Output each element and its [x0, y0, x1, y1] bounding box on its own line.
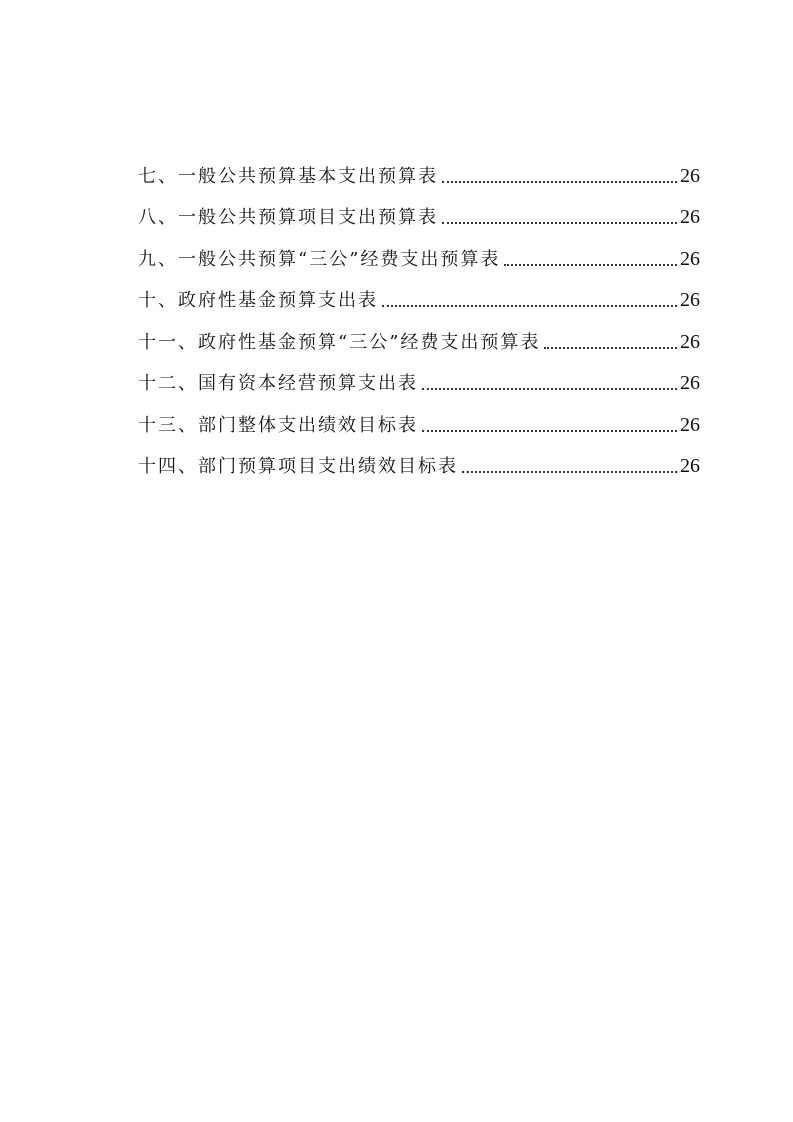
toc-page-number: 26	[680, 455, 700, 477]
toc-entry-label: 九、一般公共预算“三公”经费支出预算表	[138, 248, 501, 270]
toc-entry-9[interactable]	[138, 227, 700, 269]
toc-entry-label: 七、一般公共预算基本支出预算表	[138, 165, 438, 187]
table-of-contents	[138, 144, 700, 476]
toc-dot-leader	[544, 347, 677, 349]
toc-entry-label: 十、政府性基金预算支出表	[138, 290, 378, 311]
toc-entry-label: 十三、部门整体支出绩效目标表	[138, 414, 418, 436]
toc-dot-leader	[382, 305, 677, 307]
toc-entry-12[interactable]	[138, 352, 700, 394]
toc-dot-leader	[462, 471, 677, 473]
toc-entry-14[interactable]	[138, 435, 700, 477]
toc-entry-label: 八、一般公共预算项目支出预算表	[138, 207, 438, 228]
toc-entry-11[interactable]	[138, 310, 700, 352]
toc-page-number: 26	[680, 330, 700, 353]
toc-entry-8[interactable]	[138, 186, 700, 228]
toc-page-number: 26	[680, 247, 700, 270]
toc-entry-label: 十四、部门预算项目支出绩效目标表	[138, 456, 458, 477]
toc-dot-leader	[442, 181, 677, 183]
toc-entry-13[interactable]	[138, 393, 700, 435]
toc-entry-10[interactable]	[138, 269, 700, 311]
toc-dot-leader	[422, 430, 677, 432]
toc-page-number: 26	[680, 372, 700, 394]
toc-page-number: 26	[680, 289, 700, 311]
toc-entry-label: 十一、政府性基金预算“三公”经费支出预算表	[138, 331, 541, 353]
toc-page-number: 26	[680, 413, 700, 436]
toc-dot-leader	[422, 388, 677, 390]
toc-entry-7[interactable]	[138, 144, 700, 186]
toc-dot-leader	[504, 264, 677, 266]
toc-page-number: 26	[680, 164, 700, 187]
toc-dot-leader	[442, 222, 677, 224]
toc-entry-label: 十二、国有资本经营预算支出表	[138, 373, 418, 394]
toc-page-number: 26	[680, 206, 700, 228]
